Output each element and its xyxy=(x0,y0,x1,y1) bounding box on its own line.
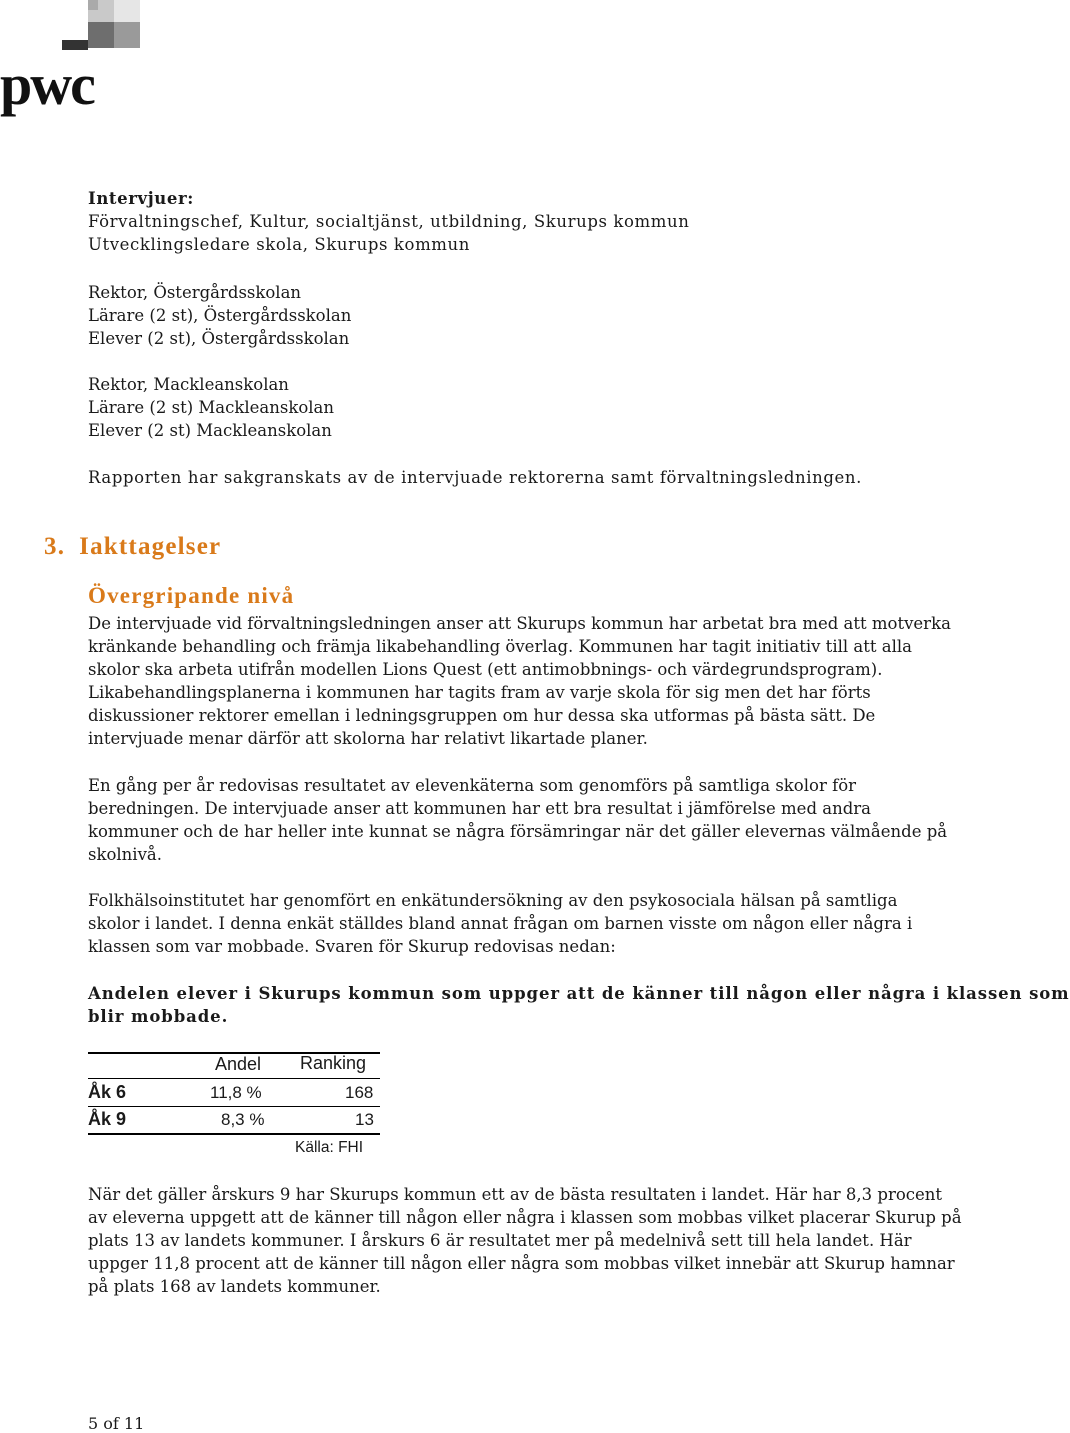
section-heading xyxy=(44,533,221,561)
interviewee: Lärare (2 st), Östergårdsskolan xyxy=(88,306,352,325)
bullying-table xyxy=(88,1050,380,1165)
row-ranking: 13 xyxy=(355,1110,374,1129)
interview-list xyxy=(88,187,954,256)
paragraph-line: skolnivå. xyxy=(88,845,162,864)
header-rule xyxy=(88,1078,380,1079)
interviews-heading: Intervjuer: xyxy=(88,189,194,208)
interviewee: Utvecklingsledare skola, Skurups kommun xyxy=(88,235,471,254)
paragraph-line: uppger 11,8 procent att de känner till någon eller några som mobbas vilket innebär att Skurup hamnar xyxy=(88,1254,955,1273)
paragraph-line: Likabehandlingsplanerna i kommunen har tagits fram av varje skola för sig men det har förts xyxy=(88,683,871,702)
interviewee: Rektor, Mackleanskolan xyxy=(88,375,289,394)
header-share: Andel xyxy=(215,1054,262,1074)
paragraph-line: diskussioner rektorer emellan i ledningsgruppen om hur dessa ska utformas på bästa sätt. De xyxy=(88,706,876,725)
paragraph-line: beredningen. De intervjuade anser att kommunen har ett bra resultat i jämförelse med andra xyxy=(88,799,872,818)
paragraph-line: intervjuade menar därför att skolorna har relativt likartade planer. xyxy=(88,729,648,748)
paragraph-line: Folkhälsoinstitutet har genomfört en enkätundersökning av den psykosociala hälsan på samtliga xyxy=(88,891,898,910)
interviewee: Lärare (2 st) Mackleanskolan xyxy=(88,398,334,417)
table-source: Källa: FHI xyxy=(295,1139,364,1156)
interviewee: Elever (2 st), Östergårdsskolan xyxy=(88,329,350,348)
row-share: 11,8 % xyxy=(210,1083,262,1102)
interviewee: Förvaltningschef, Kultur, socialtjänst, utbildning, Skurups kommun xyxy=(88,212,690,231)
review-text: Rapporten har sakgranskats av de intervjuade rektorerna samt förvaltningsledningen. xyxy=(88,468,862,487)
row-grade: Åk 9 xyxy=(88,1109,127,1129)
interview-group-macklean xyxy=(88,373,954,442)
paragraph-3 xyxy=(88,889,960,958)
interviewee: Elever (2 st) Mackleanskolan xyxy=(88,421,332,440)
interview-group-ostergard xyxy=(88,281,954,350)
caption-line: Andelen elever i Skurups kommun som uppger att de känner till någon eller några i klassen som xyxy=(88,984,1070,1003)
interviewee: Rektor, Östergårdsskolan xyxy=(88,283,302,302)
paragraph-line: En gång per år redovisas resultatet av elevenkäterna som genomförs på samtliga skolor för xyxy=(88,776,857,795)
section-subtitle: Övergripande nivå xyxy=(88,583,295,608)
header-ranking: Ranking xyxy=(300,1053,367,1073)
paragraph-line: De intervjuade vid förvaltningsledningen anser att Skurups kommun har arbetat bra med att motverka xyxy=(88,614,951,633)
table-bottom-rule xyxy=(88,1133,380,1135)
paragraph-line: kommuner och de har heller inte kunnat se några försämringar när det gäller elevernas välmående på xyxy=(88,822,948,841)
paragraph-line: plats 13 av landets kommuner. I årskurs 6 är resultatet mer på medelnivå sett till hela landet. Här xyxy=(88,1231,912,1250)
row-grade: Åk 6 xyxy=(88,1082,127,1102)
pwc-wordmark: pwc xyxy=(0,52,94,117)
section-number: 3. xyxy=(44,533,66,560)
paragraph-line: skolor i landet. I denna enkät ställdes bland annat frågan om barnen visste om någon eller några i xyxy=(88,914,913,933)
paragraph-2 xyxy=(88,774,960,866)
row-ranking: 168 xyxy=(345,1083,374,1102)
row-share: 8,3 % xyxy=(221,1110,265,1129)
paragraph-line: När det gäller årskurs 9 har Skurups kommun ett av de bästa resultaten i landet. Här har 8,3 procent xyxy=(88,1185,943,1204)
row-rule xyxy=(88,1106,380,1107)
paragraph-1 xyxy=(88,612,960,750)
paragraph-line: skolor ska arbeta utifrån modellen Lions Quest (ett antimobbnings- och värdegrundsprogram). xyxy=(88,660,883,679)
pwc-logo xyxy=(0,0,140,117)
table-caption xyxy=(88,982,1070,1028)
review-note xyxy=(88,466,954,489)
paragraph-line: klassen som var mobbade. Svaren för Skurup redovisas nedan: xyxy=(88,937,616,956)
caption-line: blir mobbade. xyxy=(88,1007,229,1026)
page-number: 5 of 11 xyxy=(88,1414,145,1433)
paragraph-4 xyxy=(88,1183,960,1298)
section-title: Iakttagelser xyxy=(79,533,222,560)
paragraph-line: kränkande behandling och främja likabehandling överlag. Kommunen har tagit initiativ till att alla xyxy=(88,637,912,656)
paragraph-line: på plats 168 av landets kommuner. xyxy=(88,1277,381,1296)
paragraph-line: av eleverna uppgett att de känner till någon eller några i klassen som mobbas vilket placerar Skurup på xyxy=(88,1208,962,1227)
